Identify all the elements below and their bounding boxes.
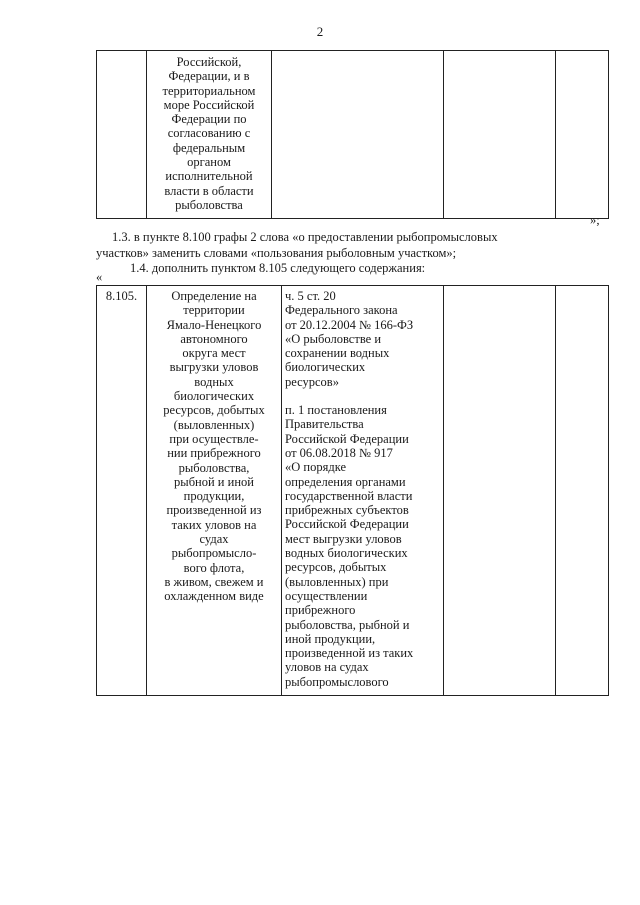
text-line: территории bbox=[183, 303, 245, 318]
text-line: определения органами bbox=[285, 474, 406, 489]
row-empty-cell bbox=[444, 286, 556, 696]
text-line: согласованию с bbox=[167, 126, 251, 141]
text-line: Российской Федерации bbox=[285, 517, 409, 532]
text-line: сохранении водных bbox=[285, 346, 390, 361]
text-line: Федерации, и в bbox=[168, 69, 250, 84]
text-line: в живом, свежем и bbox=[164, 574, 264, 589]
text-line: рыболовства, рыбной и bbox=[285, 617, 410, 632]
text-line: ресурсов» bbox=[285, 374, 339, 389]
text-line: Правительства bbox=[285, 417, 364, 432]
text-line: округа мест bbox=[182, 346, 246, 361]
row-legal-basis bbox=[282, 286, 444, 696]
text-line: продукции, bbox=[183, 489, 245, 504]
text-line: уловов на судах bbox=[285, 660, 369, 675]
text-line: рыбопромысло- bbox=[171, 546, 257, 561]
text-line: Ямало-Ненецкого bbox=[166, 317, 262, 332]
text-line: нии прибрежного bbox=[167, 446, 261, 461]
opening-quote: « bbox=[96, 270, 103, 284]
text-line: таких уловов на bbox=[171, 517, 257, 532]
text-line: «О рыболовстве и bbox=[285, 331, 382, 346]
text-line: произведенной из bbox=[166, 503, 262, 518]
text-line: ресурсов, добытых bbox=[285, 560, 387, 575]
row-empty-cell bbox=[556, 286, 609, 696]
new-row-table bbox=[96, 285, 609, 696]
text-line: рыболовства, bbox=[178, 460, 250, 475]
closing-quote: »; bbox=[590, 213, 600, 227]
text-line: государственной власти bbox=[285, 488, 413, 503]
row-number-text: 8.105. bbox=[105, 289, 138, 303]
text-line: Федерации по bbox=[171, 112, 247, 127]
text-line: море Российской bbox=[163, 97, 255, 112]
table-cell-number bbox=[97, 51, 147, 219]
text-line: водных биологических bbox=[285, 546, 408, 561]
text-line: иной продукции, bbox=[285, 631, 376, 646]
text-line: территориальном bbox=[162, 83, 256, 98]
table-cell-basis bbox=[272, 51, 444, 219]
text-line: биологических bbox=[173, 389, 255, 404]
paragraph-1-3-line1: 1.3. в пункте 8.100 графы 2 слова «о предоставлении рыбопромысловых bbox=[112, 230, 498, 244]
text-line: биологических bbox=[285, 360, 366, 375]
text-line: охлажденном виде bbox=[164, 589, 264, 604]
table-cell-empty bbox=[444, 51, 556, 219]
page-number: 2 bbox=[316, 24, 324, 39]
spacer bbox=[285, 389, 443, 403]
text-line: от 06.08.2018 № 917 bbox=[285, 445, 393, 460]
paragraph-1-4: 1.4. дополнить пунктом 8.105 следующего содержания: bbox=[130, 261, 426, 275]
text-line: при осуществле- bbox=[169, 431, 259, 446]
text-line: автономного bbox=[180, 331, 248, 346]
text-line: «О порядке bbox=[285, 460, 347, 475]
continued-table bbox=[96, 50, 609, 219]
text-line: осуществлении bbox=[285, 588, 368, 603]
text-line: органом bbox=[187, 155, 231, 170]
text-line: прибрежного bbox=[285, 603, 356, 618]
text-line: Российской Федерации bbox=[285, 431, 409, 446]
text-line: (выловленных) bbox=[173, 417, 255, 432]
text-line: мест выгрузки уловов bbox=[285, 531, 402, 546]
text-line: Определение на bbox=[171, 289, 257, 303]
text-line: (выловленных) при bbox=[285, 574, 389, 589]
table-cell-description bbox=[147, 51, 272, 219]
table-cell-empty bbox=[556, 51, 609, 219]
text-line: Федерального закона bbox=[285, 303, 398, 318]
text-line: судах bbox=[199, 532, 229, 547]
text-line: федеральным bbox=[172, 140, 246, 155]
paragraph-1-3-line2: участков» заменить словами «пользования рыболовным участком»; bbox=[96, 246, 457, 260]
text-line: исполнительной bbox=[165, 169, 253, 184]
row-number bbox=[97, 286, 147, 696]
text-line: от 20.12.2004 № 166-ФЗ bbox=[285, 317, 414, 332]
text-line: вого флота, bbox=[183, 560, 245, 575]
text-line: Российской, bbox=[176, 55, 242, 69]
text-line: произведенной из таких bbox=[285, 646, 414, 661]
text-line: водных bbox=[194, 374, 234, 389]
text-line: ресурсов, добытых bbox=[163, 403, 265, 418]
text-line: рыбной и иной bbox=[174, 474, 254, 489]
text-line: выгрузки уловов bbox=[169, 360, 259, 375]
text-line: рыбопромыслового bbox=[285, 674, 389, 689]
row-description bbox=[147, 286, 282, 696]
text-line: ч. 5 ст. 20 bbox=[285, 289, 336, 303]
text-line: п. 1 постановления bbox=[285, 403, 387, 418]
text-line: прибрежных субъектов bbox=[285, 503, 409, 518]
text-line: власти в области bbox=[164, 183, 254, 198]
text-line: рыболовства bbox=[175, 197, 243, 212]
